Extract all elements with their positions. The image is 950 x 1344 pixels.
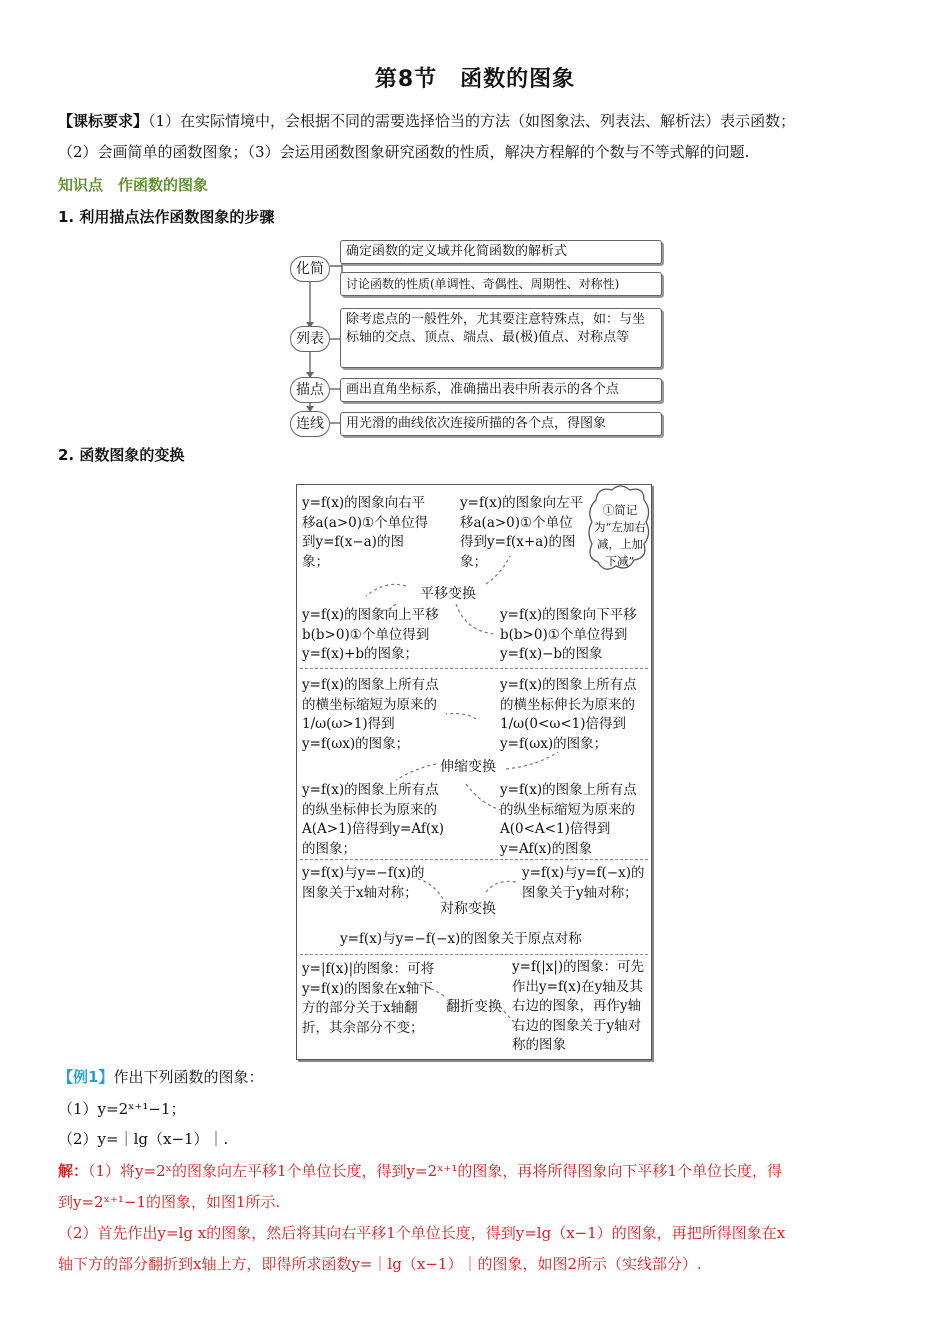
transform-arrows <box>296 484 652 1060</box>
translate-note: ①简记为“左加右减，上加下减” <box>594 503 646 568</box>
flow-step-tabulate: 列表 <box>290 326 330 352</box>
requirement-text1: （1）在实际情境中，会根据不同的需要选择恰当的方法（如图象法、列表法、解析法）表示函数； <box>148 112 796 130</box>
solution-line4: 轴下方的部分翻折到x轴上方，即得所求函数y=｜lg（x−1）｜的图象，如图2所示（实线部分）. <box>58 1255 702 1273</box>
flow-box-properties: 讨论函数的性质(单调性、奇偶性、周期性、对称性) <box>340 272 662 296</box>
translate-down: y=f(x)的图象向下平移b(b>0)①个单位得到y=f(x)−b的图象 <box>500 607 637 662</box>
symmetry-y-axis: y=f(x)与y=f(−x)的图象关于y轴对称； <box>522 865 645 901</box>
flip-abs-fx: y=|f(x)|的图象：可将y=f(x)的图象在x轴下方的部分关于x轴翻折，其余部分不变； <box>302 961 435 1036</box>
requirement-line2: （2）会画简单的函数图象；（3）会运用函数图象研究函数的性质，解决方程解的个数与不等式解的问题. <box>58 143 750 161</box>
example-q2: （2）y=｜lg（x−1）｜. <box>58 1130 229 1148</box>
translate-up: y=f(x)的图象向上平移b(b>0)①个单位得到y=f(x)+b的图象； <box>302 607 439 662</box>
translate-label: 平移变换 <box>420 586 476 602</box>
flow-box-plot-points: 画出直角坐标系，准确描出表中所表示的各个点 <box>340 378 662 402</box>
symmetry-x-axis: y=f(x)与y=−f(x)的图象关于x轴对称； <box>302 865 425 901</box>
knowledge-heading: 知识点 作函数的图象 <box>58 176 209 194</box>
scale-shrink-y: y=f(x)的图象上所有点的纵坐标缩短为原来的A(0<A<1)倍得到y=Af(x)的图象 <box>500 782 637 857</box>
symmetry-label: 对称变换 <box>440 901 496 917</box>
translate-left: y=f(x)的图象向左平移a(a>0)①个单位得到y=f(x+a)的图象； <box>460 495 584 570</box>
solution-line1 <box>58 1156 898 1186</box>
solution-line3: （2）首先作出y=lg x的图象，然后将其向右平移1个单位长度，得到y=lg（x−1）的图象，再把所得图象在x <box>58 1224 786 1242</box>
section1-heading: 1. 利用描点法作函数图象的步骤 <box>58 208 275 226</box>
page-title: 第8节 函数的图象 <box>374 67 576 92</box>
flow-step-connect: 连线 <box>290 411 330 437</box>
flow-box-domain: 确定函数的定义域并化简函数的解析式 <box>340 240 662 264</box>
scale-stretch-y: y=f(x)的图象上所有点的纵坐标伸长为原来的A(A>1)倍得到y=Af(x)的图象； <box>302 782 445 857</box>
flow-step-simplify: 化简 <box>290 256 330 282</box>
flow-box-connect: 用光滑的曲线依次连接所描的各个点，得图象 <box>340 412 662 436</box>
solution-text1a: （1）将y=2ˣ的图象向左平移1个单位长度，得到y=2ˣ⁺¹的图象，再将所得图象向下平移1个单位长度，得 <box>88 1162 782 1180</box>
flow-box-special-points: 除考虑点的一般性外，尤其要注意特殊点，如：与坐标轴的交点、顶点、端点、最(极)值点、对称点等 <box>340 308 662 368</box>
flip-label: 翻折变换 <box>446 999 502 1015</box>
example-label: 【例1】 <box>58 1068 114 1086</box>
translate-right: y=f(x)的图象向右平移a(a>0)①个单位得到y=f(x−a)的图象； <box>302 495 429 570</box>
example-intro: 作出下列函数的图象： <box>113 1068 264 1086</box>
scale-shrink-x: y=f(x)的图象上所有点的横坐标缩短为原来的1/ω(ω>1)得到y=f(ωx)的图象； <box>302 677 439 752</box>
scale-stretch-x: y=f(x)的图象上所有点的横坐标伸长为原来的1/ω(0<ω<1)倍得到y=f(ωx)的图象； <box>500 677 637 752</box>
flow-step-plot: 描点 <box>290 377 330 403</box>
section2-heading: 2. 函数图象的变换 <box>58 446 185 464</box>
solution-line2: 到y=2ˣ⁺¹−1的图象，如图1所示. <box>58 1193 281 1211</box>
example-q1: （1）y=2ˣ⁺¹−1； <box>58 1100 186 1118</box>
scale-label: 伸缩变换 <box>440 759 496 775</box>
symmetry-origin: y=f(x)与y=−f(−x)的图象关于原点对称 <box>340 931 582 947</box>
example-header <box>58 1066 263 1088</box>
requirement-label: 【课标要求】 <box>58 112 149 130</box>
requirement-line1 <box>58 106 898 136</box>
flip-f-abs-x: y=f(|x|)的图象：可先作出y=f(x)在y轴及其右边的图象，再作y轴右边的图象关于y轴对称的图象 <box>512 959 645 1053</box>
solution-label: 解： <box>58 1162 89 1180</box>
